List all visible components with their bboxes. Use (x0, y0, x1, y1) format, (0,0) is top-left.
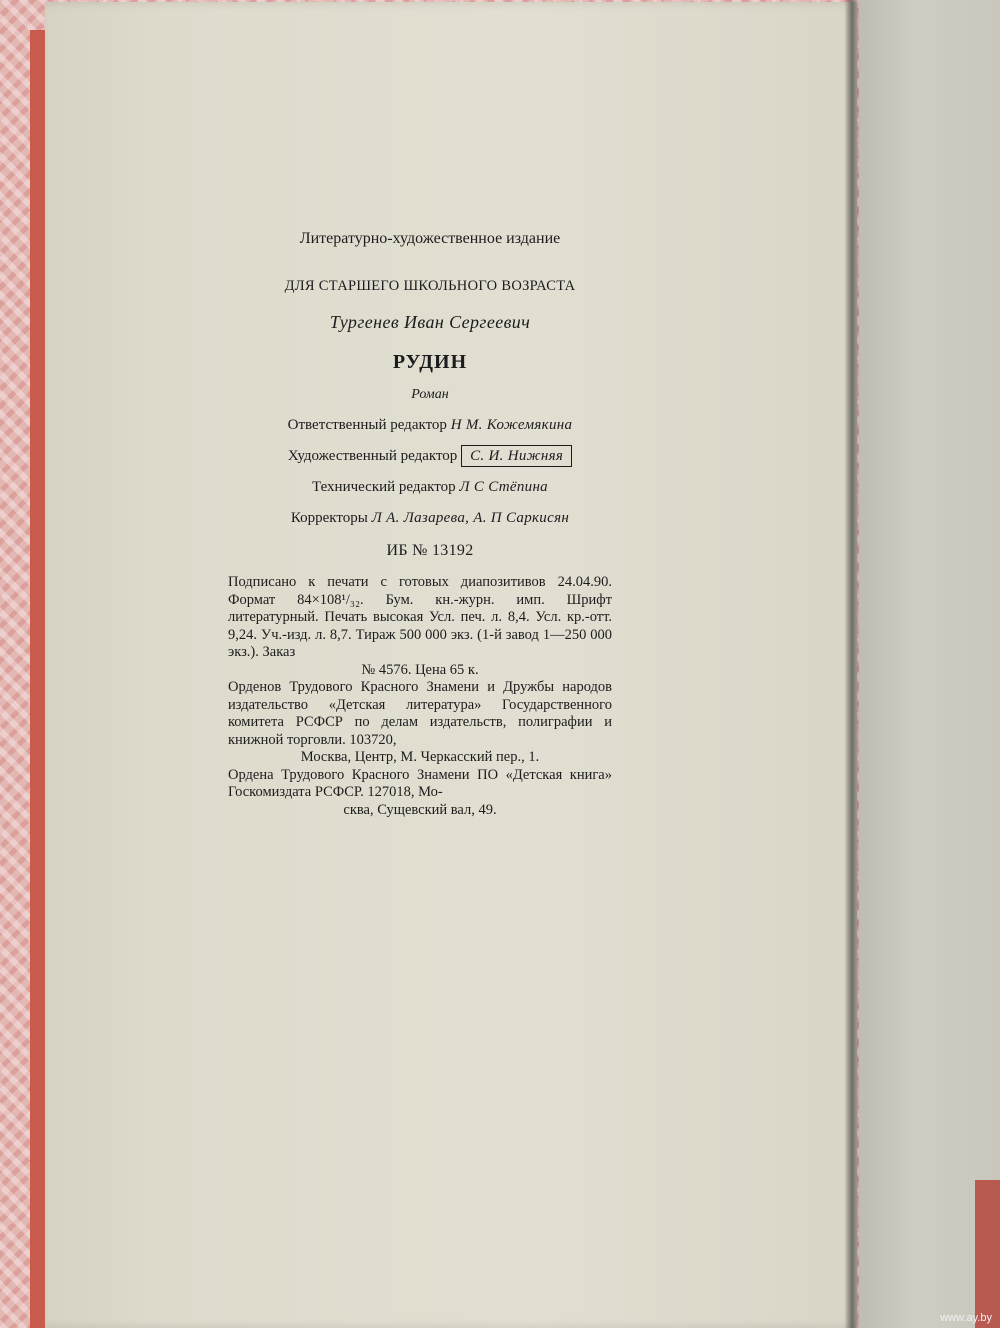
credit-role: Художественный редактор (287, 448, 458, 464)
colophon (210, 230, 650, 819)
audience-line: ДЛЯ СТАРШЕГО ШКОЛЬНОГО ВОЗРАСТА (284, 278, 576, 294)
imprint-block (210, 574, 650, 819)
ib-number: ИБ № 13192 (386, 542, 474, 559)
credit-role: Корректоры (290, 510, 368, 526)
watermark: www.ay.by (940, 1312, 992, 1324)
publisher-address: Москва, Центр, М. Черкасский пер., 1. (300, 749, 540, 765)
print-info: Подписано к печати с готовых диапозитивов 24.04.90. Формат 84×108¹/₃₂. Бум. кн.-журн. имп. Шрифт литературный. Печать высокая Усл. печ. л. 8,4. Усл. кр.-отт. 9,24. Уч.-изд. л. 8,7. Тираж 500 000 экз. (1-й завод 1—250 000 экз.). Заказ (228, 574, 612, 660)
credit-name-boxed: С. И. Нижняя (461, 445, 572, 467)
credit-technical-editor (210, 479, 650, 496)
credit-proofreaders (210, 510, 650, 527)
book-gutter (845, 0, 859, 1328)
printer-info: Ордена Трудового Красного Знамени ПО «Детская книга» Госкомиздата РСФСР. 127018, Мо- (228, 766, 612, 800)
credit-role: Ответственный редактор (287, 417, 447, 433)
credit-name: Н М. Кожемякина (450, 417, 573, 433)
genre-label: Роман (411, 387, 449, 402)
right-page (859, 0, 1000, 1328)
right-cover-edge (975, 1180, 1000, 1328)
credit-role: Технический редактор (311, 479, 456, 495)
credit-responsible-editor (210, 417, 650, 434)
credit-name: Л С Стёпина (459, 479, 548, 495)
print-info-end: № 4576. Цена 65 к. (361, 661, 479, 678)
author-name: Тургенев Иван Сергеевич (329, 312, 531, 332)
edition-type: Литературно-художественное издание (299, 230, 561, 247)
book-title: РУДИН (392, 351, 468, 373)
printer-address: сква, Сущевский вал, 49. (343, 801, 497, 818)
publisher-info: Орденов Трудового Красного Знамени и Дружбы народов издательство «Детская литература» Государственного комитета РСФСР по делам издательств, полиграфии и книжной торговли. 103720, (228, 679, 612, 748)
credit-name: Л А. Лазарева, А. П Саркисян (371, 510, 570, 526)
credit-art-editor (210, 448, 650, 465)
